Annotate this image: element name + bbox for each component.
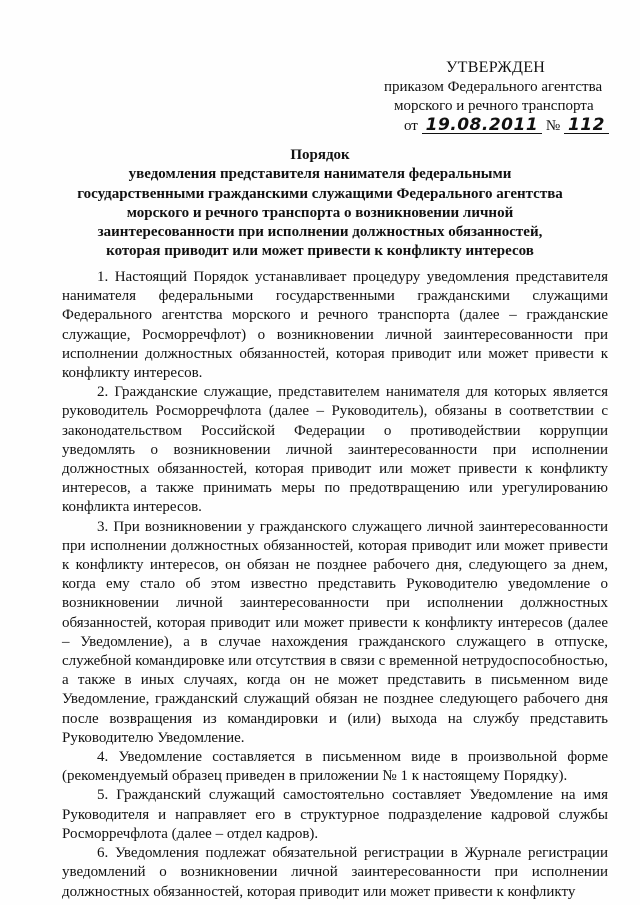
approval-order-line: приказом Федерального агентства <box>384 79 603 95</box>
approval-agency-line: морского и речного транспорта <box>394 98 594 114</box>
approval-stamp <box>384 58 614 136</box>
paragraph-5: 5. Гражданский служащий самостоятельно составляет Уведомление на имя Руководителя и направляет его в структурное подразделение кадровой службы Росморречфлота (далее – отдел кадров). <box>62 787 608 842</box>
title-line: уведомления представителя нанимателя федеральными <box>128 166 512 183</box>
approval-date-line <box>384 117 614 136</box>
paragraph-3: 3. При возникновении у гражданского служащего личной заинтересованности при исполнении должностных обязанностей, которая приводит или может привести к конфликту интересов, он обязан не позднее рабочего дня, следующего за днем, когда ему стало об этом известно представить Руководителю уведомление о возникновении личной заинтересованности при исполнении должностных обязанностей, которая приводит или может привести к конфликту интересов (далее – Уведомление), а в случае нахождения гражданского служащего в отпуске, служебной командировке или отсутствия в связи с временной нетрудоспособностью, а также в иных случаях, когда он не может представить в письменном виде Уведомление, гражданский служащий обязан не позднее следующего рабочего дня после возвращения из командировки и (или) выхода на службу представить Руководителю Уведомление. <box>62 518 608 746</box>
title-line: морского и речного транспорта о возникновении личной <box>126 204 514 221</box>
document-title <box>30 146 610 262</box>
title-line: заинтересованности при исполнении должностных обязанностей, <box>97 224 543 241</box>
document-body <box>62 268 608 902</box>
handwritten-date: 19.08.2011 <box>422 117 543 134</box>
title-main: Порядок <box>290 147 350 163</box>
handwritten-number: 112 <box>564 117 609 134</box>
approval-status: УТВЕРЖДЕН <box>446 59 546 76</box>
number-prefix: № <box>545 118 561 134</box>
date-prefix: от <box>404 118 418 134</box>
title-line: государственными гражданскими служащими Федерального агентства <box>77 185 563 202</box>
paragraph-4: 4. Уведомление составляется в письменном виде в произвольной форме (рекомендуемый образец приведен в приложении № 1 к настоящему Порядку). <box>62 749 608 785</box>
paragraph-6: 6. Уведомления подлежат обязательной регистрации в Журнале регистрации уведомлений о возникновении личной заинтересованности при исполнении должностных обязанностей, которая приводит или может привести к конфликту <box>62 845 608 900</box>
title-line: которая приводит или может привести к конфликту интересов <box>106 243 534 260</box>
paragraph-2: 2. Гражданские служащие, представителем нанимателя для которых является руководитель Росморречфлота (далее – Руководитель), обязаны в соответствии с законодательством Российской Федерации о противодействии коррупции уведомлять о возникновении личной заинтересованности при исполнении должностных обязанностей, которая приводит или может привести к конфликту интересов, а также принимать меры по предотвращению или урегулированию конфликта интересов. <box>62 384 608 516</box>
paragraph-1: 1. Настоящий Порядок устанавливает процедуру уведомления представителя нанимателя федеральными государственными гражданскими служащими Федерального агентства морского и речного транспорта (далее – гражданские служащие, Росморречфлот) о возникновении личной заинтересованности при исполнении должностных обязанностей, которая приводит или может привести к конфликту интересов. <box>62 269 608 382</box>
